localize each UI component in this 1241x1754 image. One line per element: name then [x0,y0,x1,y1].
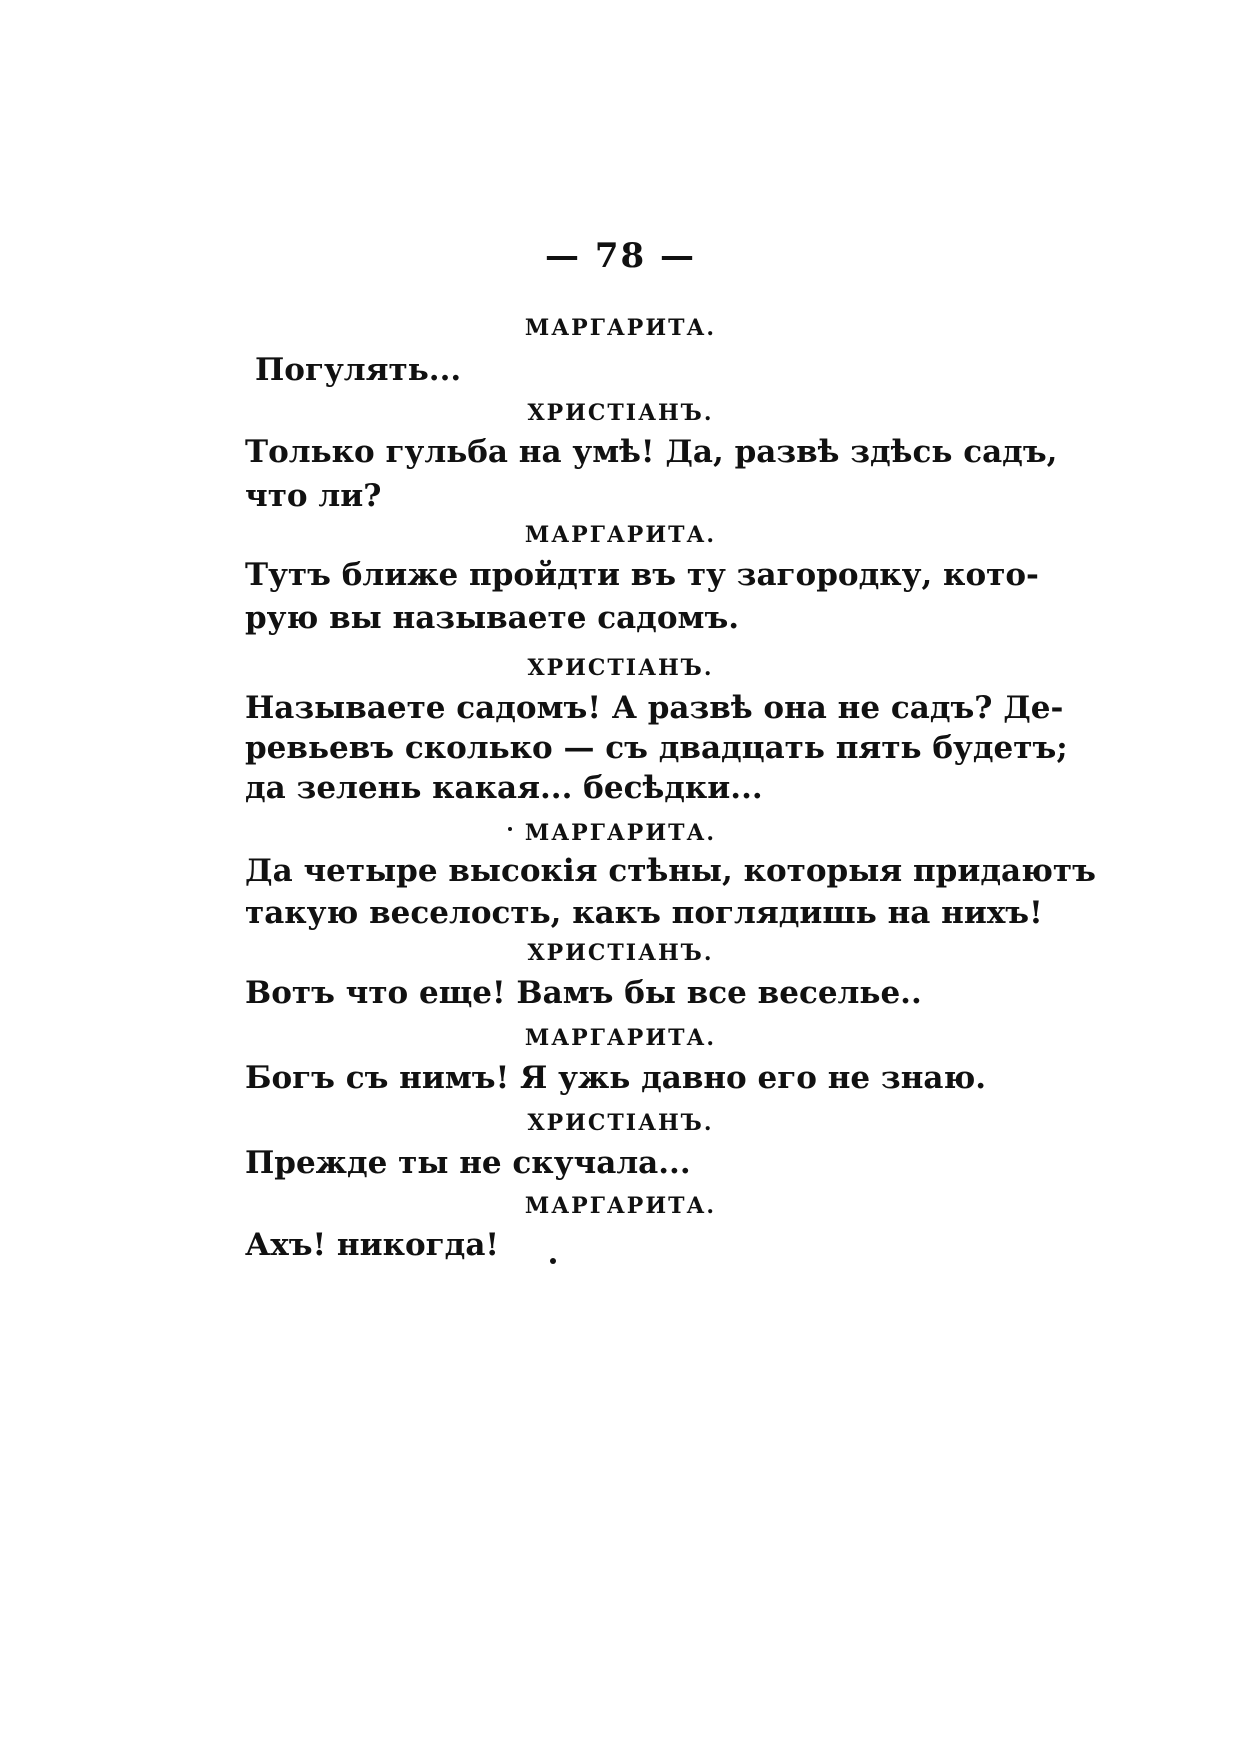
dialogue-line: да зелень какая... бесѣдки... [245,770,763,806]
dialogue-line: рую вы называете садомъ. [245,600,740,636]
dialogue-line: Ахъ! никогда! [245,1227,500,1263]
dialogue-line: Прежде ты не скучала... [245,1145,691,1181]
speaker-name: МАРГАРИТА. [524,522,717,548]
dialogue-line: ревьевъ сколько — съ двадцать пять будетъ; [245,730,1068,766]
speaker-name: МАРГАРИТА. [524,1193,717,1219]
speaker-name: ХРИСТІАНЪ. [527,1110,714,1136]
dialogue-line: Вотъ что еще! Вамъ бы все веселье.. [245,975,922,1011]
dialogue-line: Погулять... [255,352,462,388]
dialogue-line: Называете садомъ! А развѣ она не садъ? Де- [245,690,1064,726]
dialogue-line: Да четыре высокія стѣны, которыя придаютъ [245,853,1096,889]
dialogue-line: Тутъ ближе пройдти въ ту загородку, кото- [245,557,1039,593]
ink-speck [550,1258,556,1264]
page-number: — 78 — [545,236,696,276]
speaker-name: МАРГАРИТА. [524,1025,717,1051]
speaker-name: МАРГАРИТА. [524,820,717,846]
ink-speck [508,827,512,831]
speaker-name: ХРИСТІАНЪ. [527,940,714,966]
speaker-name: МАРГАРИТА. [524,315,717,341]
dialogue-line: такую веселость, какъ поглядишь на нихъ! [245,895,1043,931]
speaker-name: ХРИСТІАНЪ. [527,400,714,426]
dialogue-line: Богъ съ нимъ! Я ужь давно его не знаю. [245,1060,987,1096]
dialogue-line: что ли? [245,478,382,514]
speaker-name: ХРИСТІАНЪ. [527,655,714,681]
dialogue-line: Только гульба на умѣ! Да, развѣ здѣсь садъ, [245,434,1058,470]
